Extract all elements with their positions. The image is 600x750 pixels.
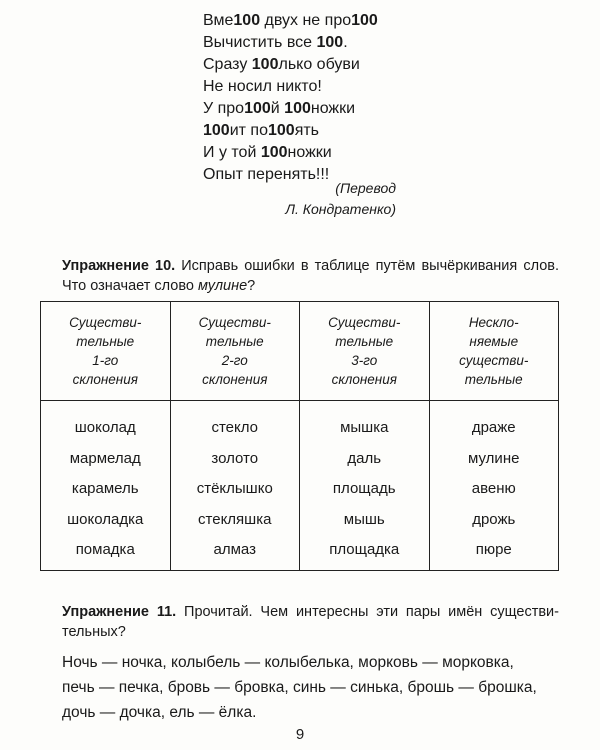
table-word: шоколадка — [67, 510, 144, 528]
poem-line — [203, 120, 543, 142]
column-header-line: Существи- — [198, 315, 271, 330]
word-column — [300, 401, 430, 571]
poem-number-bold: 100 — [284, 100, 311, 117]
poem-text: Вме — [203, 12, 234, 29]
table-word: шоколад — [74, 419, 136, 436]
exercise-10-text-end: ? — [247, 278, 256, 294]
pairs-line: дочь — дочка, ель — ёлка. — [62, 704, 257, 721]
column-header — [170, 302, 300, 401]
table-word: стекляшка — [198, 510, 272, 528]
poem-text: двух не про — [260, 12, 352, 29]
table-row — [41, 401, 559, 571]
table-word: авеню — [471, 480, 516, 497]
column-header-line: 3-го — [351, 353, 378, 368]
table-word: помадка — [75, 541, 135, 558]
column-header — [300, 302, 430, 401]
table-word: даль — [347, 449, 382, 467]
declension-table — [40, 301, 559, 571]
poem-number-bold: 100 — [316, 34, 344, 51]
poem-number-bold: 100 — [203, 122, 230, 139]
exercise-11-text: Прочитай. Чем интересны эти пары имён существи-тельных? — [62, 604, 559, 640]
poem-text: Опыт перенять!!! — [203, 166, 330, 183]
column-header-line: Существи- — [69, 315, 142, 330]
poem-number-bold: 100 — [260, 144, 288, 161]
column-header-line: тельные — [205, 334, 264, 349]
table-header-row — [41, 302, 559, 401]
column-header-line: тельные — [76, 334, 135, 349]
poem-line — [203, 10, 543, 32]
poem-number-bold: 100 — [233, 12, 261, 29]
table-word: алмаз — [213, 541, 256, 558]
column-header-line: Существи- — [328, 315, 401, 330]
poem-number-bold: 100 — [267, 122, 295, 139]
table-word: золото — [211, 449, 259, 467]
table-word: карамель — [71, 480, 139, 497]
poem-number-bold: 100 — [244, 100, 271, 117]
column-header-line: 2-го — [221, 353, 248, 368]
poem-text: ножки — [287, 144, 332, 161]
table-word: мышь — [343, 510, 385, 528]
poem-line — [203, 54, 543, 76]
credit-line-1: (Перевод — [335, 180, 396, 196]
exercise-10-instruction — [62, 256, 559, 296]
exercise-10-label: Упражнение 10. — [62, 258, 176, 274]
word-column — [41, 401, 171, 571]
column-header-line: склонения — [202, 372, 268, 387]
word-column — [170, 401, 300, 571]
noun-pairs — [62, 650, 562, 725]
table-word: стёклышко — [196, 480, 273, 497]
column-header-line: 1-го — [92, 353, 119, 368]
table-word: мышка — [340, 419, 389, 436]
poem-line — [203, 32, 543, 54]
table-word: дрожь — [472, 510, 516, 528]
poem-text: Не носил никто! — [203, 78, 322, 95]
column-header-line: склонения — [72, 372, 138, 387]
table-word: площадка — [329, 541, 400, 558]
poem-line — [203, 98, 543, 120]
poem-credit — [285, 178, 396, 220]
column-header — [41, 302, 171, 401]
poem-text: й — [270, 100, 285, 117]
poem-text: У про — [203, 100, 245, 117]
poem-line — [203, 142, 543, 164]
poem-text: И у той — [203, 144, 261, 161]
word-column — [429, 401, 559, 571]
poem-text: Сразу — [203, 56, 252, 73]
poem-text: ит по — [229, 122, 268, 139]
page-number: 9 — [295, 726, 305, 743]
poem-number-bold: 100 — [251, 56, 279, 73]
table-word: драже — [471, 419, 516, 436]
table-word: стекло — [211, 419, 259, 436]
poem-text: ножки — [310, 100, 356, 117]
column-header-line: тельные — [464, 372, 523, 387]
column-header-line: няемые — [469, 334, 519, 349]
poem-text: ять — [294, 122, 320, 139]
poem-text: лько обуви — [278, 56, 360, 73]
exercise-10-text: Исправь ошибки в таблице путём вычёркивания слов. Что означает слово — [62, 258, 559, 294]
poem-number-bold: 100 — [351, 12, 378, 29]
table-word: площадь — [332, 480, 396, 497]
table-word: пюре — [475, 541, 512, 558]
poem — [203, 10, 543, 186]
column-header-line: склонения — [331, 372, 397, 387]
poem-text: Вычистить все — [203, 34, 317, 51]
credit-line-2: Л. Кондратенко) — [285, 201, 396, 217]
exercise-10-italic-word: мулине — [197, 278, 248, 294]
column-header-line: Нескло- — [468, 315, 519, 330]
column-header-line: существи- — [459, 353, 529, 368]
table-word: мулине — [468, 449, 520, 467]
pairs-line: печь — печка, бровь — бровка, синь — синька, брошь — брошка, — [62, 679, 537, 696]
column-header-line: тельные — [335, 334, 394, 349]
poem-text: . — [343, 34, 348, 51]
column-header — [429, 302, 559, 401]
pairs-line: Ночь — ночка, колыбель — колыбелька, морковь — морковка, — [62, 654, 514, 671]
exercise-11-label: Упражнение 11. — [62, 604, 177, 620]
poem-line — [203, 76, 543, 98]
exercise-11-instruction — [62, 602, 559, 642]
table-word: мармелад — [69, 449, 141, 467]
